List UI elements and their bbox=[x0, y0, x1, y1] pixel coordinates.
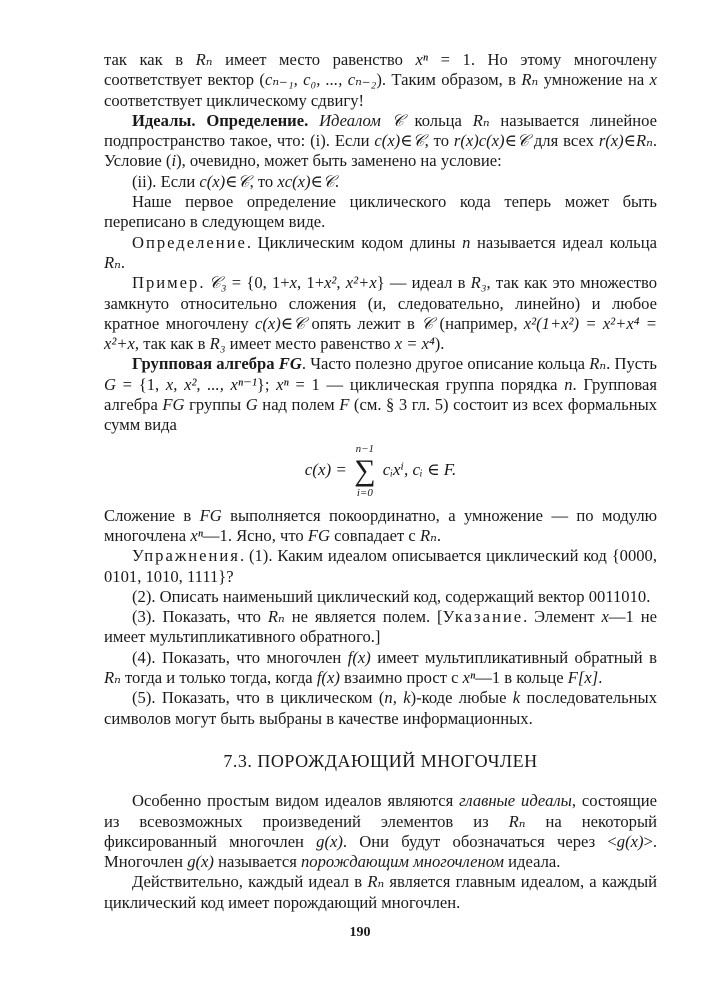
text-run: порождающим многочленом bbox=[300, 852, 505, 872]
text-run: идеала. bbox=[504, 852, 561, 872]
text-run: x bbox=[289, 273, 298, 293]
text-run: r(x)∈Rₙ bbox=[598, 131, 653, 151]
text-run: k bbox=[512, 688, 521, 708]
text-run: = 1 — циклическая группа порядка bbox=[288, 374, 565, 394]
text-run: = 1. Но этому многочлену соответствует вектор ( bbox=[104, 50, 657, 90]
text-run: Rₙ bbox=[589, 354, 607, 374]
text-run: x bbox=[601, 607, 609, 627]
text-run: Действительно, каждый идеал в bbox=[132, 872, 368, 892]
text-run: i bbox=[171, 151, 177, 171]
text-run: является главным идеалом, а каждый циклический код имеет порождающий многочлен. bbox=[104, 872, 657, 912]
text-run: f(x) bbox=[316, 668, 340, 688]
text-run: на некоторый фиксированный многочлен bbox=[104, 811, 657, 851]
text-run: . (1). Каким идеалом описывается циклический код {0000, 0101, 1010, 1111}? bbox=[104, 546, 657, 586]
paragraph bbox=[104, 273, 657, 354]
text-run: . Часто полезно другое описание кольца bbox=[301, 354, 590, 374]
exercise bbox=[104, 607, 657, 648]
page-number: 190 bbox=[349, 925, 371, 940]
text-run: Наше первое определение циклического кода теперь может быть переписано в следующем виде. bbox=[104, 192, 657, 232]
sum-upper-limit: n−1 bbox=[355, 442, 375, 455]
text-run: F[x] bbox=[567, 668, 599, 688]
text-run: Rₙ bbox=[419, 525, 437, 545]
text-run: , так как это множество замкнуто относительно сложения (и, следовательно, линейно) и любое кратное многочлену bbox=[104, 273, 658, 333]
text-run: x²+x bbox=[345, 273, 377, 293]
text-run: Групповая алгебра bbox=[132, 354, 279, 374]
text-run: кольца bbox=[403, 110, 473, 130]
text-run: r(x)c(x)∈𝒞 bbox=[453, 131, 529, 151]
text-run: x = x⁴ bbox=[394, 334, 435, 354]
text-run: . Пусть bbox=[606, 354, 657, 374]
text-run: (5). Показать, что в циклическом ( bbox=[132, 688, 385, 708]
text-run: c(x)∈𝒞 bbox=[374, 131, 425, 151]
text-run: x bbox=[649, 70, 657, 90]
text-run: Определение bbox=[132, 232, 247, 252]
text-run: не является полем. [ bbox=[284, 607, 443, 627]
text-run: Пример bbox=[132, 273, 200, 293]
text-run: . bbox=[120, 252, 126, 272]
text-run: . bbox=[199, 273, 209, 293]
exercise bbox=[104, 587, 657, 607]
text-run: )-коде любые bbox=[410, 688, 513, 708]
text-run: R₃ bbox=[209, 334, 226, 354]
text-run: (см. § 3 гл. 5) состоит из всех формальных сумм вида bbox=[104, 395, 658, 435]
text-run: имеет место равенство bbox=[225, 334, 395, 354]
formula-term: cᵢxⁱ, bbox=[382, 459, 409, 479]
text-run: x²(1+x²) = x²+x⁴ = x²+x bbox=[104, 313, 657, 354]
paragraph bbox=[104, 172, 657, 192]
text-run: Rₙ bbox=[521, 70, 539, 90]
paragraph bbox=[104, 791, 657, 872]
text-run: Rₙ bbox=[267, 607, 285, 627]
paragraph bbox=[104, 506, 657, 547]
text-run: так как в bbox=[104, 50, 196, 69]
text-run: G bbox=[245, 395, 258, 415]
section-heading bbox=[104, 751, 657, 771]
text-run: (4). Показать, что многочлен bbox=[132, 647, 348, 667]
text-run: Rₙ bbox=[104, 668, 121, 688]
text-run: ), очевидно, может быть заменено на условие: bbox=[176, 151, 502, 171]
text-run: ). Таким образом, в bbox=[376, 70, 522, 90]
text-run: 𝒞 bbox=[421, 313, 434, 333]
text-run: —1 в кольце bbox=[475, 668, 568, 688]
text-run: опять лежит в bbox=[305, 313, 422, 333]
text-run: тогда и только тогда, когда bbox=[120, 668, 317, 688]
text-run: . Групповая алгебра bbox=[104, 374, 657, 415]
text-run: . Элемент bbox=[523, 607, 602, 627]
text-run: выполняется покоординатно, а умножение — по модулю многочлена bbox=[104, 505, 657, 545]
paragraph bbox=[104, 111, 657, 172]
text-run: n, k bbox=[384, 688, 411, 708]
text-run: , так как в bbox=[134, 334, 210, 354]
text-run: (3). Показать, что bbox=[132, 607, 268, 627]
text-run: главные идеалы bbox=[459, 791, 572, 811]
text-run: над полем bbox=[257, 395, 340, 415]
text-run: взаимно прост с bbox=[339, 668, 463, 688]
sum-formula bbox=[104, 442, 657, 500]
text-run: = {0, 1+ bbox=[226, 273, 290, 293]
text-run: —1. Ясно, что bbox=[202, 525, 308, 545]
text-run: g(x) bbox=[316, 831, 343, 851]
text-run: , bbox=[336, 273, 346, 293]
text-run: . bbox=[598, 668, 603, 688]
text-run: xc(x)∈𝒞 bbox=[277, 171, 335, 191]
text-run: }; bbox=[256, 374, 277, 394]
text-run: . Условие ( bbox=[104, 131, 657, 171]
text-run: Rₙ bbox=[367, 872, 385, 892]
text-run: Идеалом 𝒞 bbox=[319, 110, 404, 130]
text-run: g(x) bbox=[187, 852, 214, 872]
text-run: , то bbox=[424, 131, 454, 151]
text-run: FG bbox=[307, 525, 330, 545]
text-run: (ii). Если bbox=[132, 171, 200, 191]
text-run: (2). Описать наименьший циклический код, содержащий вектор 0011010. bbox=[132, 586, 651, 606]
text-run: n bbox=[564, 374, 573, 394]
text-run: = {1, bbox=[115, 374, 166, 394]
sum-lower-limit: i=0 bbox=[356, 486, 373, 499]
text-run: xⁿ bbox=[276, 374, 289, 394]
text-run: , 1+ bbox=[297, 273, 325, 293]
text-run: G bbox=[104, 374, 116, 394]
summation-sign bbox=[354, 442, 375, 500]
text-run: x, x², ..., xⁿ⁻¹ bbox=[165, 374, 257, 394]
text-run: xⁿ bbox=[462, 668, 476, 688]
text-run: Rₙ bbox=[508, 811, 526, 831]
text-run: f(x) bbox=[347, 647, 371, 667]
text-run bbox=[308, 111, 319, 130]
text-run: . bbox=[436, 525, 441, 545]
text-run: Rₙ bbox=[195, 50, 213, 69]
text-run: x² bbox=[324, 273, 337, 293]
text-run: c(x)∈𝒞 bbox=[255, 313, 306, 333]
paragraph bbox=[104, 50, 657, 111]
exercise bbox=[104, 688, 657, 729]
exercise-intro bbox=[104, 546, 657, 587]
text-run: имеет мультипликативный обратный в bbox=[370, 647, 657, 667]
text-run: Особенно простым видом идеалов являются bbox=[132, 791, 460, 811]
paragraph bbox=[104, 192, 657, 233]
text-run: cₙ₋₁, c₀, ..., cₙ₋₂ bbox=[264, 70, 377, 90]
text-run: , то bbox=[249, 171, 278, 191]
text-run: Rₙ bbox=[472, 110, 490, 130]
paragraph bbox=[104, 354, 657, 435]
text-run: ). bbox=[434, 334, 445, 354]
text-run: FG bbox=[162, 395, 185, 415]
text-run: R₃ bbox=[470, 273, 487, 293]
text-run: Упражнения bbox=[132, 546, 240, 566]
text-run: для всех bbox=[528, 131, 599, 151]
text-run: , состоящие из всевозможных произведений элементов из bbox=[104, 791, 658, 831]
text-run: xⁿ bbox=[190, 525, 203, 545]
text-run: c(x)∈𝒞 bbox=[199, 171, 250, 191]
sigma-symbol: ∑ bbox=[354, 453, 376, 487]
text-run: Сложение в bbox=[104, 505, 200, 525]
text-run: группы bbox=[184, 395, 246, 415]
text-run: xⁿ bbox=[415, 50, 429, 69]
paragraph bbox=[104, 233, 657, 274]
text-run: имеет место равенство bbox=[212, 50, 416, 69]
text-run: FG bbox=[199, 505, 222, 525]
text-run: n bbox=[462, 232, 471, 252]
text-run: g(x) bbox=[616, 831, 644, 851]
text-run: >. Многочлен bbox=[104, 831, 657, 872]
text-run: (например, bbox=[433, 313, 524, 333]
text-run: называется линейное подпространство такое, что: (i). Если bbox=[104, 110, 657, 151]
exercise bbox=[104, 648, 657, 689]
text-run: называется bbox=[213, 852, 301, 872]
text-run: 𝒞₃ bbox=[208, 273, 227, 293]
text-run: . Циклическим кодом длины bbox=[246, 232, 463, 252]
text-run: умножение на bbox=[538, 70, 650, 90]
text-run: Rₙ bbox=[104, 252, 121, 272]
text-run: . bbox=[334, 171, 340, 191]
text-run: называется идеал кольца bbox=[470, 232, 657, 252]
paragraph bbox=[104, 872, 657, 913]
page-body bbox=[104, 50, 657, 913]
formula-tail: cᵢ ∈ F. bbox=[412, 459, 457, 479]
text-run: соответствует циклическому сдвигу! bbox=[104, 90, 365, 110]
text-run: . Они будут обозначаться через < bbox=[342, 831, 617, 851]
text-run: F bbox=[339, 395, 350, 415]
formula-lhs: c(x) = bbox=[304, 459, 347, 479]
text-run: совпадает с bbox=[329, 525, 420, 545]
text-run: } — идеал в bbox=[376, 273, 471, 293]
text-run: Указание bbox=[442, 607, 524, 627]
text-run: —1 не имеет мультипликативного обратного.] bbox=[104, 607, 657, 647]
text-run: FG bbox=[278, 354, 302, 374]
text-run: последовательных символов могут быть выбраны в качестве информационных. bbox=[104, 688, 657, 728]
text-run: 7.3. ПОРОЖДАЮЩИЙ МНОГОЧЛЕН bbox=[223, 750, 538, 771]
text-run: Идеалы. Определение. bbox=[132, 110, 309, 130]
